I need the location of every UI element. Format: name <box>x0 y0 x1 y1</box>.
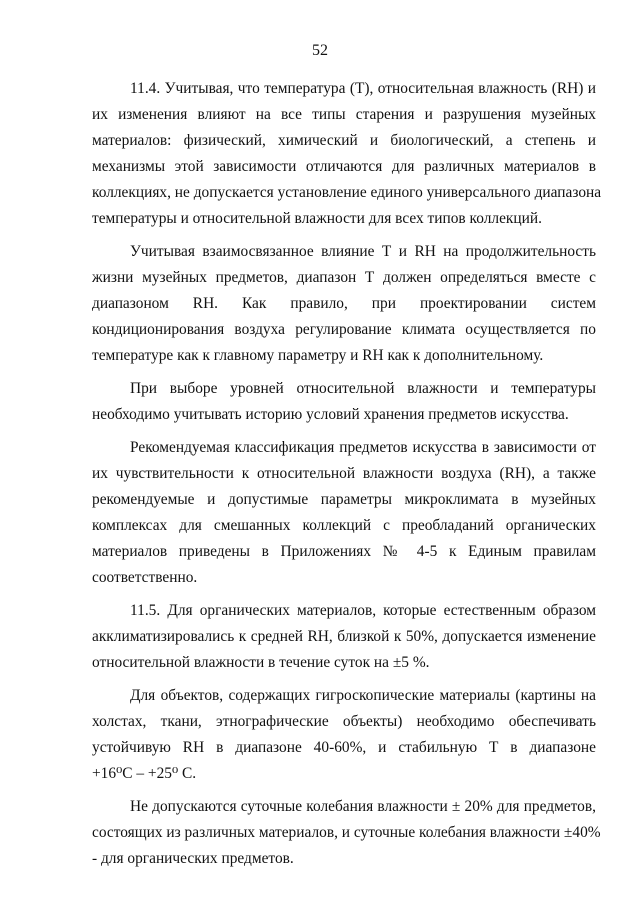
text-line: устойчивую RH в диапазоне 40-60%, и стабильную Т в диапазоне <box>92 739 596 756</box>
text-line: Для объектов, содержащих гигроскопические материалы (картины на <box>130 687 596 704</box>
page-number: 52 <box>312 42 328 59</box>
text-line: коллекциях, не допускается установление единого универсального диапазона <box>92 184 602 201</box>
text-line: Рекомендуемая классификация предметов искусства в зависимости от <box>130 439 596 456</box>
text-line: материалов: физический, химический и биологический, а степень и <box>92 132 596 149</box>
text-line: 11.4. Учитывая, что температура (Т), относительная влажность (RH) и <box>130 80 596 97</box>
paragraph <box>92 598 596 676</box>
text-line: При выборе уровней относительной влажности и температуры <box>130 380 596 397</box>
paragraph <box>92 683 596 787</box>
text-line: необходимо учитывать историю условий хранения предметов искусства. <box>92 406 569 423</box>
text-line: акклиматизировались к средней RH, близкой к 50%, допускается изменение <box>92 628 596 645</box>
paragraph <box>92 794 601 872</box>
paragraph <box>92 239 596 369</box>
text-line: относительной влажности в течение суток на ±5 %. <box>92 654 430 671</box>
text-line: - для органических предметов. <box>92 850 294 867</box>
text-line: температуре как к главному параметру и RH как к дополнительному. <box>92 347 544 364</box>
text-line: их чувствительности к относительной влажности воздуха (RH), а также <box>92 465 596 482</box>
text-line: +16⁰С – +25⁰ С. <box>92 765 197 782</box>
text-line: рекомендуемые и допустимые параметры микроклимата в музейных <box>92 491 596 508</box>
text-line: Не допускаются суточные колебания влажности ± 20% для предметов, <box>130 798 596 815</box>
document-body <box>92 76 602 879</box>
text-line: холстах, ткани, этнографические объекты) необходимо обеспечивать <box>92 713 596 730</box>
text-line: диапазоном RH. Как правило, при проектировании систем <box>92 295 596 312</box>
text-line: 11.5. Для органических материалов, которые естественным образом <box>130 602 596 619</box>
text-line: соответственно. <box>92 569 198 586</box>
text-line: механизмы этой зависимости отличаются для различных материалов в <box>92 158 596 175</box>
paragraph <box>92 376 596 428</box>
text-line: жизни музейных предметов, диапазон Т должен определяться вместе с <box>92 269 596 286</box>
text-line: кондиционирования воздуха регулирование климата осуществляется по <box>92 321 596 338</box>
paragraph <box>92 435 596 591</box>
text-line: температуры и относительной влажности для всех типов коллекций. <box>92 210 542 227</box>
text-line: их изменения влияют на все типы старения и разрушения музейных <box>92 106 596 123</box>
text-line: материалов приведены в Приложениях № 4-5 к Единым правилам <box>92 543 596 560</box>
paragraph <box>92 76 602 232</box>
text-line: состоящих из различных материалов, и суточные колебания влажности ±40% <box>92 824 601 841</box>
text-line: Учитывая взаимосвязанное влияние Т и RH на продолжительность <box>130 243 596 260</box>
text-line: комплексах для смешанных коллекций с преобладаний органических <box>92 517 596 534</box>
